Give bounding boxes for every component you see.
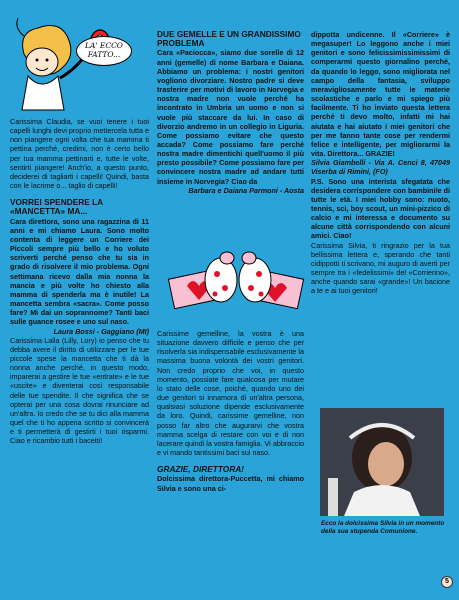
- heading-grazie: GRAZIE, DIRETTORA!: [157, 464, 244, 475]
- reply-laura: Carissima Lalla (Lilly, Lory) io penso che tu debba avere il diritto di utilizzare per le tue piccole spese la mancetta che ti dà la nonna anche perché, in questo modo, imparerai a gestire le tue «entrate» e le tue «uscite» e diventerai così responsabile delle tue spendite. Il che significa che se opterai per una cosa dovrai rinunciare ad un'altra. Io credo che se tu dici alla mamma quel che ti ho appena scritto si convincerà e ti permetterà di gestirti i tuoi risparmi. Ciao e ricambio tutti i bacetti!: [10, 335, 149, 446]
- dogs-illustration: [165, 244, 310, 320]
- letter-silvia-cont: dippotta undicenne. Il «Corriere» è megasuper! Lo leggono anche i miei genitori e sono felicissimissimissimi di comperarmi questo giornalino perché, da quando lo leggo, sono migliorata nel campo della fantasia, sviluppo meravigliosamente tutte le materie scolastiche e parlo e mi spiego più facilmente. Ti ho inviato questa lettera perché ti devo molto, infatti mi hai aiutata e hai aiutato i miei genitori che per me fanno tante cose per rendermi felice e intelligente, per migliorarmi la vita. Direttora... GRAZIE!: [311, 30, 450, 159]
- communion-photo: [320, 408, 444, 516]
- signature-laura: Laura Bossi - Gaggiano (MI): [53, 326, 149, 336]
- letter-gemelle: Cara «Paciocca», siamo due sorelle di 12 anni (gemelle) di nome Barbara e Daiana. Abbiamo un problema: i nostri genitori vogliono divorziare. Nostro padre si deve trasferire per motivi di lavoro in Norvegia e nostra madre non vuole perché ha incontrato in Umbria un uomo e non si vuole più staccare da lui. In caso di divorzio andremo in un collegio in Liguria. Come possiamo evitare che questo accada? Come possiamo fare perché nostra madre dimentichi quell'uomo il più presto possibile? Come possiamo fare per convincere nostra madre ad andare tutti insieme in Norvegia? Ciao da: [157, 48, 304, 186]
- column-1: [10, 117, 149, 446]
- letter-silvia-start: Dolcissima direttora-Puccetta, mi chiamo Silvia e sono una ci-: [157, 474, 304, 493]
- reply-silvia: Carissima Silvia, ti ringrazio per la tua bellissima lettera e, sperando che tanti cidippotti ti scrivano, mi auguro di averti per sempre tra i «fedelissimi» del «Corrierino», anche quando sarai «grande»! Un bacione a te e ai tuoi genitori!: [311, 240, 450, 296]
- column-2: [157, 30, 304, 195]
- heading-mancetta: VORREI SPENDERE LA «MANCETTA» MA...: [10, 197, 103, 217]
- cartoon-girl-icon: [4, 14, 154, 114]
- girl-photo-icon: [320, 408, 444, 516]
- page-number: 5: [441, 576, 453, 588]
- cartoon-dogs-icon: [165, 244, 310, 320]
- reply-gemelle: Carissime gemelline, la vostra è una situazione davvero difficile e penso che per risolverla sia indispensabile esclusivamente la massima buona volontà dei vostri genitori. Non credo proprio che voi, in questo momento, possiate fare qualcosa per mutare lo stato delle cose, poiché, quando uno dei due genitori si innamora di un'altra persona, qualsiasi soluzione dipende esclusivamente da loro. Quindi, carissime gemelline, non posso far altro che augurarvi che vostra mamma scelga di restare con voi e di non lacerare quindi la vostra famiglia. Vi abbraccio e vi mando tantissimi baci sul naso.: [157, 329, 304, 458]
- column-3: [311, 30, 450, 296]
- heading-gemelle: DUE GEMELLE E UN GRANDISSIMO PROBLEMA: [157, 29, 301, 49]
- letter-silvia-ps: P.S. Sono una interista sfegatata che desidera corrispondere con bambini/e di tutte le età. I miei hobby sono: nuoto, tennis, sci, boy scout, un mini-pizzico di calcio e mi interessa e documento su alcune città corrispondendo con alcuni amici. Ciao!: [311, 176, 450, 241]
- girl-with-mirror-illustration: [4, 14, 154, 114]
- signature-silvia: Silvia Giambelli - Via A. Cenci 8, 47049 Viserba di Rimini, (FO): [311, 158, 450, 177]
- signature-gemelle: Barbara e Daiana Parmoni - Aosta: [188, 185, 304, 195]
- speech-bubble: LA' ECCO FATTO...: [76, 36, 132, 66]
- letter-laura: Cara direttora, sono una ragazzina di 11 anni e mi chiamo Laura. Sono molto contenta di leggere un Corriere dei Piccoli sempre più bello e ho voluto scriverti perché penso che tu sia in grado di risolvere il mio problema. Ogni settimana ricevo dalla mia nonna la mancia e più volte ho chiesto alla mamma di spenderla ma è inutile! La mancetta sembra «sacra». Come posso fare? Mi dai un soprannome? Tanti baci sulle guance rosee e uno sul naso.: [10, 216, 149, 327]
- column-2-lower: [157, 329, 304, 493]
- photo-caption: Ecco la dolcissima Silvia in un momento della sua stupenda Comunione.: [321, 520, 445, 536]
- reply-claudia: Carissima Claudia, se vuoi tenere i tuoi capelli lunghi devi proprio mettercela tutta e non piangere ogni volta che tua mamma ti pettina perché, credimi, non è certo bello per tua mamma pettinarti e, tutte le volte, sentirti piangere! Anch'io, a questo punto, deciderei di tagliarti i capelli! Quindi, basta con le lacrime o... taglio di capelli!: [10, 117, 149, 191]
